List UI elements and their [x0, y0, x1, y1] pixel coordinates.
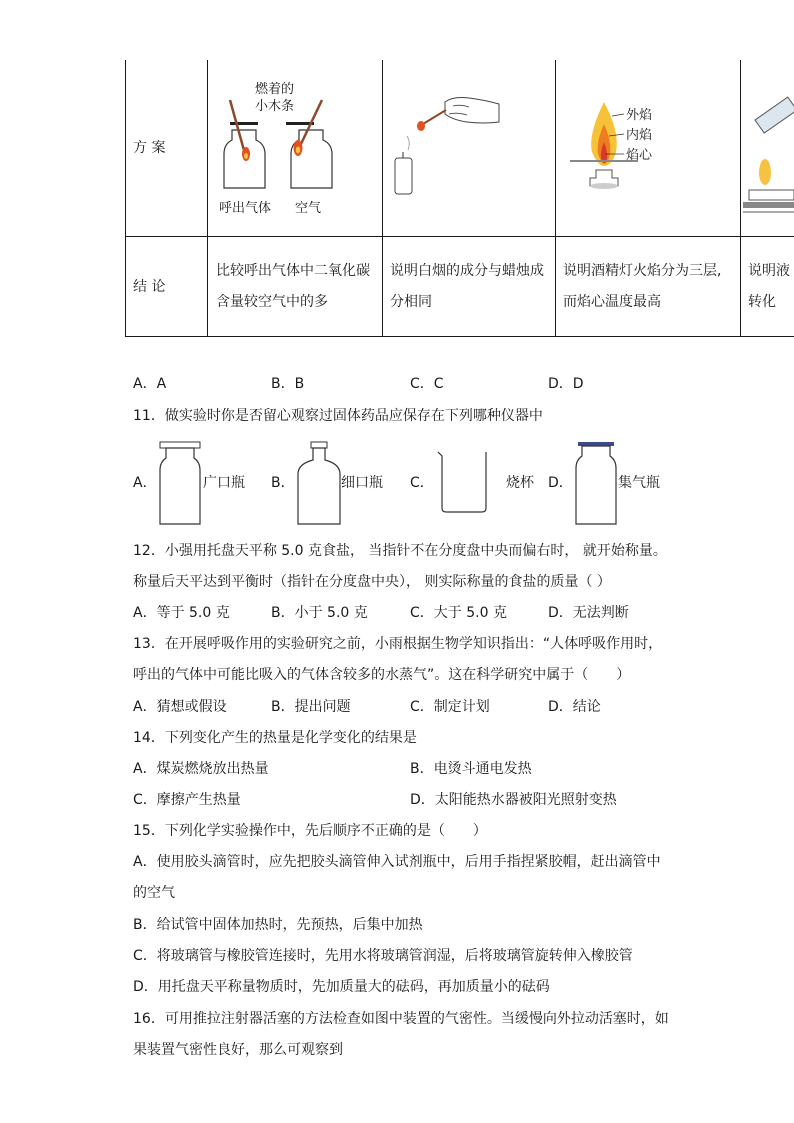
q11-option-d-name: 集气瓶: [618, 475, 660, 491]
q11-option-a-name: 广口瓶: [203, 475, 245, 491]
q13-option-a: A．猜想或假设: [133, 699, 227, 715]
gas-collection-bottle-figure: [572, 440, 620, 528]
figure-test-tube-heating: [741, 62, 794, 234]
q11-stem: 11．做实验时你是否留心观察过固体药品应保存在下列哪种仪器中: [133, 408, 543, 424]
q12-option-c: C．大于 5.0 克: [410, 605, 507, 621]
row-header-plan: 方 案: [133, 140, 166, 156]
conclusion-c-line2: 而焰心温度最高: [563, 294, 661, 310]
label-air: 空气: [295, 201, 322, 216]
q16-line-1: 16．可用推拉注射器活塞的方法检查如图中装置的气密性。当缓慢向外拉动活塞时，如: [133, 1011, 669, 1027]
table-bottom-border: [125, 336, 794, 337]
q10-option-d: D．D: [548, 376, 584, 392]
figure-bottles-burning-sticks: [208, 62, 382, 234]
conclusion-b-line2: 分相同: [390, 294, 432, 310]
q14-option-c: C．摩擦产生热量: [133, 792, 241, 808]
q13-line-1: 13．在开展呼吸作用的实验研究之前，小雨根据生物学知识指出：“人体呼吸作用时，: [133, 636, 663, 652]
q12-option-b: B．小于 5.0 克: [271, 605, 368, 621]
conclusion-c-line1: 说明酒精灯火焰分为三层,: [563, 263, 722, 279]
q15-option-d: D．用托盘天平称量物质时，先加质量大的砝码，再加质量小的砝码: [133, 979, 550, 995]
q14-option-d: D．太阳能热水器被阳光照射变热: [410, 792, 617, 808]
label-burning-stick-2: 小木条: [255, 99, 295, 114]
label-exhaled-gas: 呼出气体: [219, 201, 272, 216]
conclusion-b-line1: 说明白烟的成分与蜡烛成: [390, 263, 544, 279]
q12-option-a: A．等于 5.0 克: [133, 605, 230, 621]
label-inner-flame: 内焰: [626, 128, 653, 143]
narrow-mouth-bottle-figure: [294, 440, 344, 528]
q12-line-2: 称量后天平达到平衡时（指针在分度盘中央）， 则实际称量的食盐的质量（ ）: [133, 574, 611, 590]
q12-option-d: D．无法判断: [548, 605, 629, 621]
q12-line-1: 12．小强用托盘天平称 5.0 克食盐， 当指针不在分度盘中央而偏右时， 就开始称量。: [133, 543, 667, 559]
q13-option-d: D．结论: [548, 699, 601, 715]
q10-option-b: B．B: [271, 376, 305, 392]
row-header-conclusion: 结 论: [133, 279, 166, 295]
q15-stem: 15．下列化学实验操作中，先后顺序不正确的是（ ）: [133, 823, 487, 839]
q13-line-2: 呼出的气体中可能比吸入的气体含较多的水蒸气”。这在科学研究中属于（ ）: [133, 667, 631, 683]
figure-candle-white-smoke: [383, 62, 555, 234]
q11-option-b-letter: B．: [271, 475, 295, 491]
table-row-divider: [125, 236, 794, 237]
conclusion-d-line1: 说明液: [748, 263, 790, 279]
beaker-figure: [436, 450, 492, 514]
q11-option-c-name: 烧杯: [506, 475, 534, 491]
q13-option-c: C．制定计划: [410, 699, 490, 715]
label-burning-stick-1: 燃着的: [255, 82, 295, 97]
q11-option-b-name: 细口瓶: [341, 475, 383, 491]
q14-option-a: A．煤炭燃烧放出热量: [133, 761, 269, 777]
label-flame-core: 焰心: [626, 148, 653, 163]
conclusion-a-line2: 含量较空气中的多: [216, 294, 328, 310]
figure-alcohol-lamp-flame: [556, 62, 740, 234]
q15-option-b: B．给试管中固体加热时，先预热，后集中加热: [133, 917, 423, 933]
q15-option-c: C．将玻璃管与橡胶管连接时，先用水将玻璃管润湿，后将玻璃管旋转伸入橡胶管: [133, 948, 633, 964]
wide-mouth-bottle-figure: [156, 440, 204, 528]
q15-option-a-line1: A．使用胶头滴管时，应先把胶头滴管伸入试剂瓶中，后用手指捏紧胶帽，赶出滴管中: [133, 854, 661, 870]
conclusion-d-line2: 转化: [748, 294, 776, 310]
q11-option-a-letter: A．: [133, 475, 157, 491]
table-left-border: [125, 60, 126, 337]
q15-option-a-line2: 的空气: [133, 885, 175, 901]
q14-stem: 14．下列变化产生的热量是化学变化的结果是: [133, 730, 417, 746]
q10-option-a: A．A: [133, 376, 167, 392]
q14-option-b: B．电烫斗通电发热: [410, 761, 532, 777]
q10-option-c: C．C: [410, 376, 444, 392]
conclusion-a-line1: 比较呼出气体中二氧化碳: [216, 263, 370, 279]
label-outer-flame: 外焰: [626, 108, 653, 123]
q11-option-c-letter: C．: [410, 475, 434, 491]
q16-line-2: 果装置气密性良好，那么可观察到: [133, 1042, 343, 1058]
q13-option-b: B．提出问题: [271, 699, 351, 715]
q11-option-d-letter: D．: [548, 475, 573, 491]
